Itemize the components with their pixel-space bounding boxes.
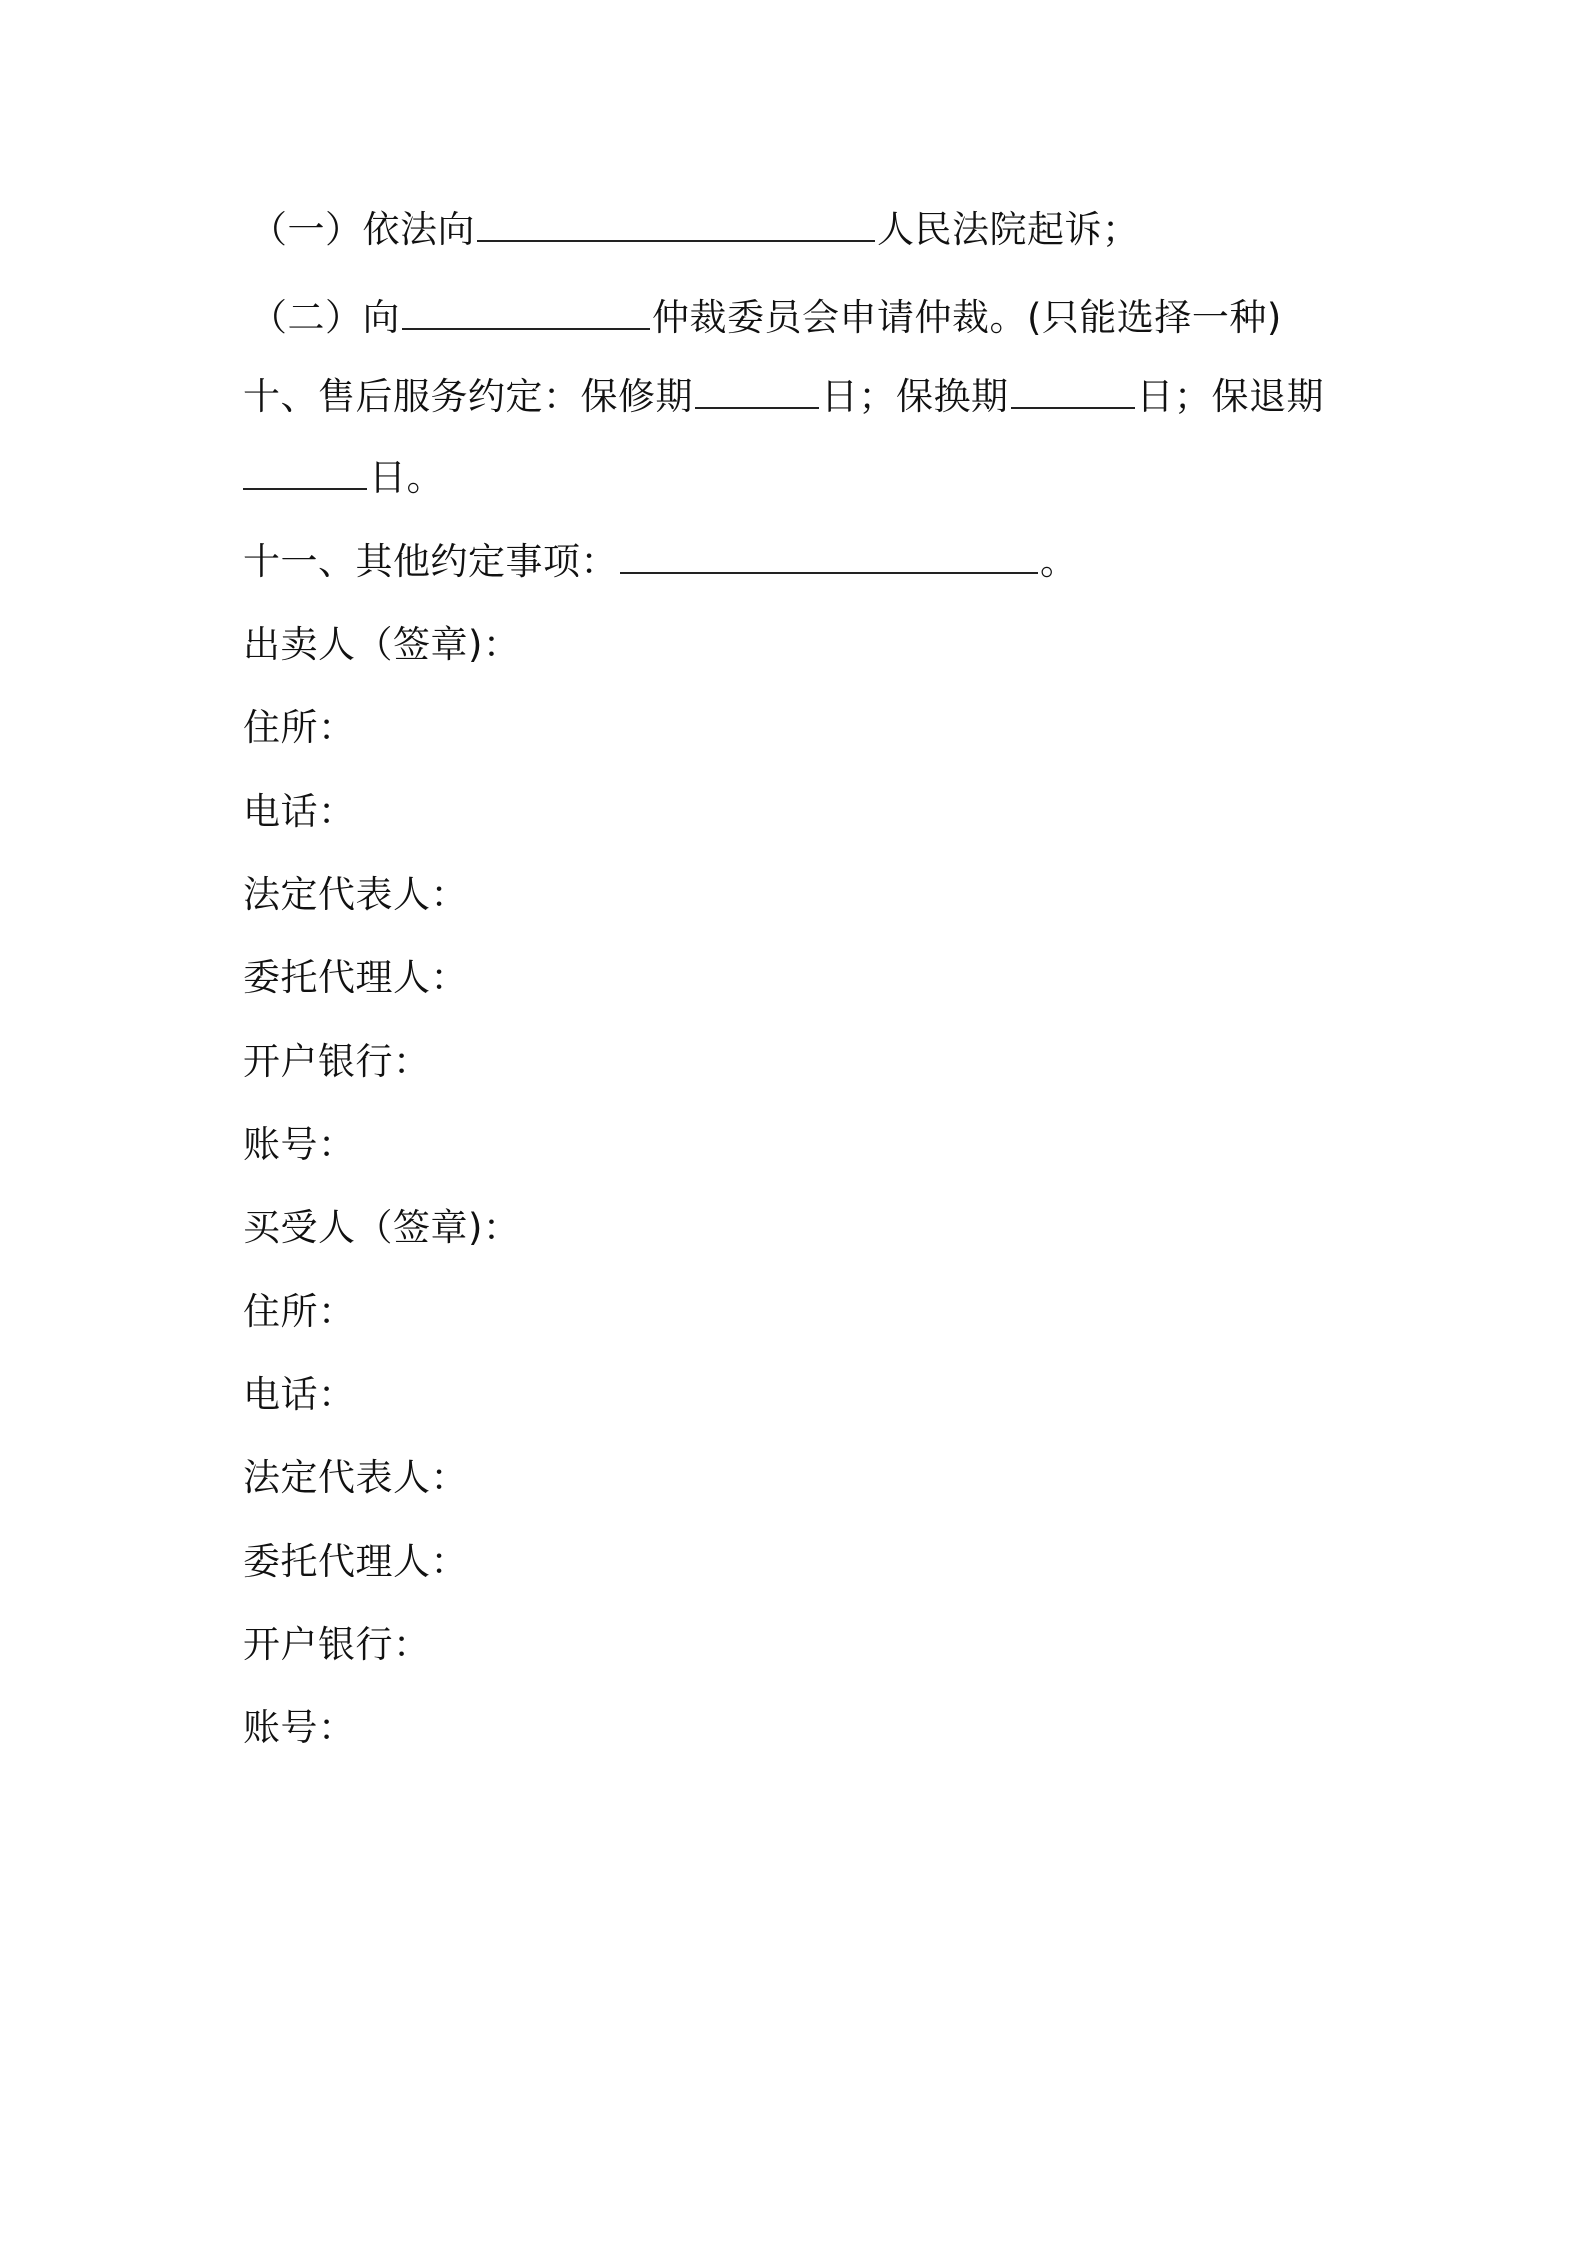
- dispute-option-arbitration: [250, 294, 1282, 342]
- other-terms-blank: [620, 538, 1038, 574]
- other-terms-suffix: 。: [1040, 540, 1078, 583]
- seller-address: 住所：: [243, 706, 356, 749]
- after-sales-prefix: 十、售后服务约定：保修期: [243, 375, 693, 418]
- seller-title: 出卖人（签章)：: [243, 623, 521, 666]
- after-sales-clause: [243, 373, 1324, 421]
- after-sales-clause-continued: [243, 454, 444, 502]
- seller-account: 账号：: [243, 1123, 356, 1166]
- exchange-days-blank: [1011, 373, 1135, 409]
- return-days-blank: [243, 454, 367, 490]
- dispute-option-court: [250, 206, 1140, 254]
- court-name-blank: [477, 206, 875, 242]
- buyer-account: 账号：: [243, 1706, 356, 1749]
- other-terms-clause: [243, 538, 1078, 586]
- after-sales-day1: 日；保换期: [821, 375, 1009, 418]
- other-terms-prefix: 十一、其他约定事项：: [243, 540, 618, 583]
- arbitration-name-blank: [402, 294, 650, 330]
- buyer-phone: 电话：: [243, 1373, 356, 1416]
- dispute-option-court-prefix: （一）依法向: [250, 208, 475, 251]
- seller-legal-rep: 法定代表人：: [243, 873, 468, 916]
- warranty-days-blank: [695, 373, 819, 409]
- buyer-address: 住所：: [243, 1290, 356, 1333]
- buyer-agent: 委托代理人：: [243, 1540, 468, 1583]
- after-sales-day3: 日。: [369, 456, 444, 499]
- dispute-option-court-suffix: 人民法院起诉；: [877, 208, 1140, 251]
- seller-phone: 电话：: [243, 790, 356, 833]
- dispute-option-arbitration-suffix: 仲裁委员会申请仲裁。(只能选择一种): [652, 296, 1282, 339]
- dispute-option-arbitration-prefix: （二）向: [250, 296, 400, 339]
- buyer-title: 买受人（签章)：: [243, 1206, 521, 1249]
- seller-agent: 委托代理人：: [243, 956, 468, 999]
- buyer-bank: 开户银行：: [243, 1623, 431, 1666]
- after-sales-day2: 日；保退期: [1136, 375, 1324, 418]
- seller-bank: 开户银行：: [243, 1040, 431, 1083]
- buyer-legal-rep: 法定代表人：: [243, 1456, 468, 1499]
